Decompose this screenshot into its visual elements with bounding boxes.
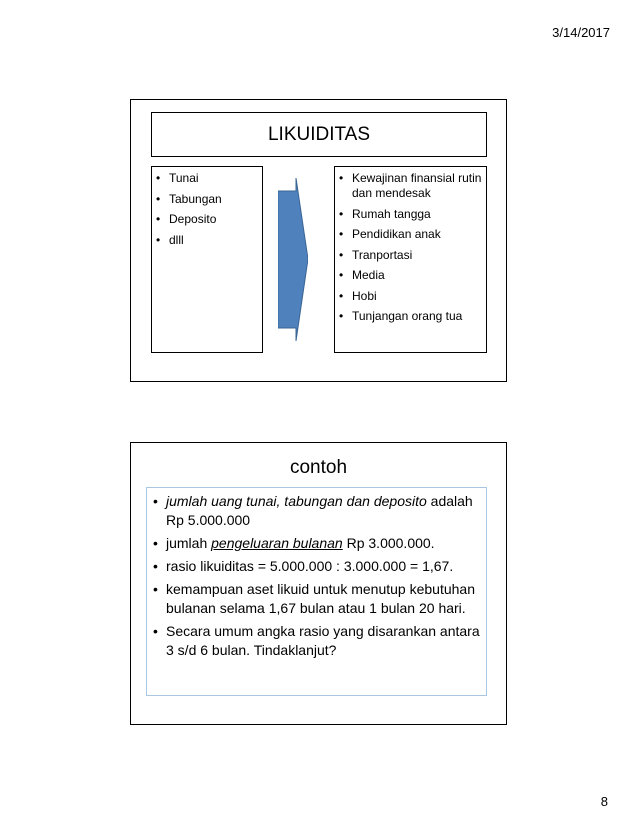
list-item: • Kewajinan finansial rutin dan mendesak — [339, 171, 482, 201]
assets-box — [151, 166, 263, 353]
list-item: • Tunai — [156, 171, 258, 186]
example-list — [153, 492, 480, 660]
list-item: • dlll — [156, 233, 258, 248]
list-item-text: Rp 3.000.000. — [342, 535, 435, 551]
arrow-shape — [278, 178, 308, 341]
list-item — [153, 492, 480, 530]
list-item: • Tunjangan orang tua — [339, 309, 482, 324]
slide-title: contoh — [289, 457, 348, 478]
emphasis-text: pengeluaran bulanan — [211, 535, 343, 551]
list-item: • kemampuan aset likuid untuk menutup kebutuhan bulanan selama 1,67 bulan atau 1 bulan 20 hari. — [153, 580, 480, 618]
list-item: • Deposito — [156, 212, 258, 227]
italic-text: jumlah uang tunai, tabungan dan deposito — [166, 493, 427, 509]
list-item: • Rumah tangga — [339, 207, 482, 222]
list-item — [153, 534, 480, 553]
slide-title: LIKUIDITAS — [267, 123, 371, 145]
date-label: 3/14/2017 — [552, 25, 610, 40]
list-item: • Pendidikan anak — [339, 227, 482, 242]
list-item-text: jumlah — [166, 535, 212, 551]
right-arrow-icon — [278, 178, 308, 341]
list-item: • Secara umum angka rasio yang disarankan antara 3 s/d 6 bulan. Tindaklanjut? — [153, 622, 480, 660]
slide-contoh — [130, 442, 507, 725]
content-box — [146, 487, 487, 696]
list-item: • Tabungan — [156, 192, 258, 207]
assets-list — [156, 171, 258, 248]
needs-list — [339, 171, 482, 324]
slide-likuiditas — [130, 99, 507, 382]
list-item: • Media — [339, 268, 482, 283]
list-item: • rasio likuiditas = 5.000.000 : 3.000.000 = 1,67. — [153, 557, 480, 576]
needs-box — [334, 166, 487, 353]
list-item-text: adalah Rp 5.000.000 — [166, 493, 473, 528]
slide-title-box — [151, 112, 487, 157]
list-item: • Tranportasi — [339, 248, 482, 263]
page-number: 8 — [600, 794, 608, 809]
list-item: • Hobi — [339, 289, 482, 304]
